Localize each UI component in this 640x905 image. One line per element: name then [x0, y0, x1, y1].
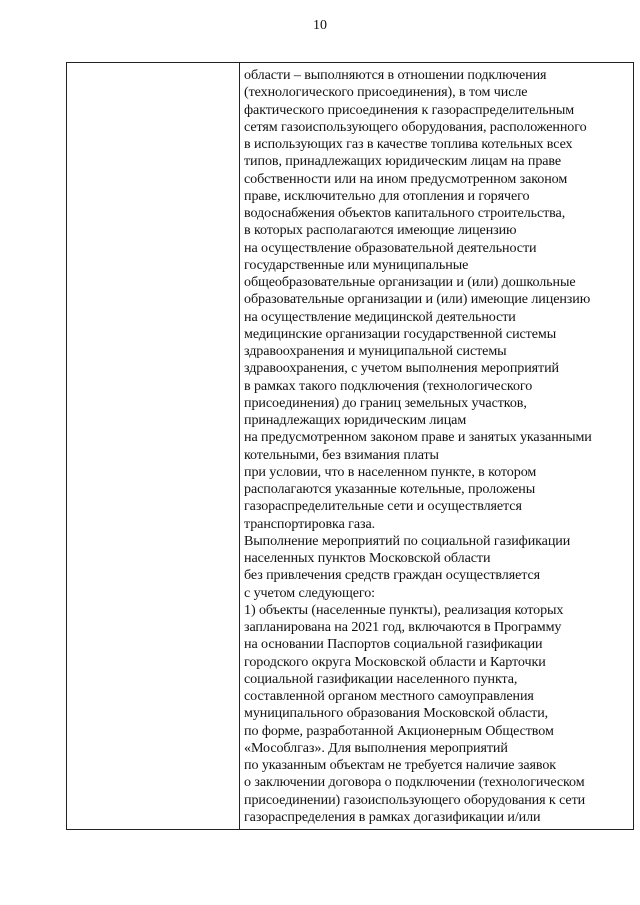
text-line: собственности или на ином предусмотренном законом: [244, 170, 568, 187]
text-line: в которых располагаются имеющие лицензию: [244, 222, 517, 239]
column-divider: [239, 63, 240, 829]
text-line: запланирована на 2021 год, включаются в Программу: [244, 619, 562, 635]
text-line: Выполнение мероприятий по социальной газификации: [244, 532, 571, 549]
table-right-cell: [244, 67, 634, 826]
text-line: в рамках такого подключения (технологического: [244, 377, 533, 394]
text-line: без привлечения средств граждан осуществляется: [244, 567, 541, 584]
table-left-cell: [67, 63, 239, 829]
text-line: котельными, без взимания платы: [244, 446, 439, 463]
text-line: при условии, что в населенном пункте, в котором: [244, 463, 537, 480]
text-line: по форме, разработанной Акционерным Обществом: [244, 722, 554, 739]
document-table: [66, 62, 634, 830]
text-line: фактического присоединения к газораспределительным: [244, 101, 575, 118]
text-line: области – выполняются в отношении подключения: [244, 67, 547, 83]
text-line: по указанным объектам не требуется наличие заявок: [244, 757, 557, 773]
text-line: типов, принадлежащих юридическим лицам на праве: [244, 153, 562, 170]
text-line: муниципального образования Московской области,: [244, 705, 549, 722]
text-line: присоединении) газоиспользующего оборудования к сети: [244, 791, 586, 808]
text-line: общеобразовательные организации и (или) дошкольные: [244, 274, 576, 290]
text-line: транспортировка газа.: [244, 515, 376, 532]
text-line: социальной газификации населенного пункта,: [244, 670, 518, 687]
text-line: праве, исключительно для отопления и горячего: [244, 187, 530, 204]
text-line: медицинские организации государственной системы: [244, 325, 557, 342]
page-number: 10: [313, 18, 327, 33]
text-line: о заключении договора о подключении (технологическом: [244, 774, 585, 791]
text-line: составленной органом местного самоуправления: [244, 688, 534, 704]
text-line: водоснабжения объектов капитального строительства,: [244, 205, 566, 221]
text-line: «Мособлгаз». Для выполнения мероприятий: [244, 739, 508, 756]
text-line: сетям газоиспользующего оборудования, расположенного: [244, 118, 587, 135]
text-line: принадлежащих юридическим лицам: [244, 412, 467, 428]
text-line: 1) объекты (населенные пункты), реализация которых: [244, 601, 564, 618]
text-line: городского округа Московской области и Карточки: [244, 653, 546, 670]
text-line: газораспределения в рамках догазификации и/или: [244, 808, 541, 825]
text-line: здравоохранения и муниципальной системы: [244, 343, 507, 359]
text-line: на основании Паспортов социальной газификации: [244, 636, 543, 653]
text-line: государственные или муниципальные: [244, 256, 469, 273]
text-line: на осуществление медицинской деятельности: [244, 308, 516, 325]
text-line: газораспределительные сети и осуществляется: [244, 498, 522, 515]
text-line: в использующих газ в качестве топлива котельных всех: [244, 136, 573, 152]
text-line: здравоохранения, с учетом выполнения мероприятий: [244, 360, 559, 377]
text-line: образовательные организации и (или) имеющие лицензию: [244, 291, 591, 308]
text-line: на предусмотренном законом праве и занятых указанными: [244, 429, 592, 446]
text-line: на осуществление образовательной деятельности: [244, 239, 537, 256]
text-line: с учетом следующего:: [244, 584, 375, 601]
text-line: населенных пунктов Московской области: [244, 550, 491, 566]
text-line: присоединения) до границ земельных участков,: [244, 394, 527, 411]
text-line: (технологического присоединения), в том числе: [244, 84, 528, 101]
text-line: располагаются указанные котельные, проложены: [244, 481, 536, 497]
